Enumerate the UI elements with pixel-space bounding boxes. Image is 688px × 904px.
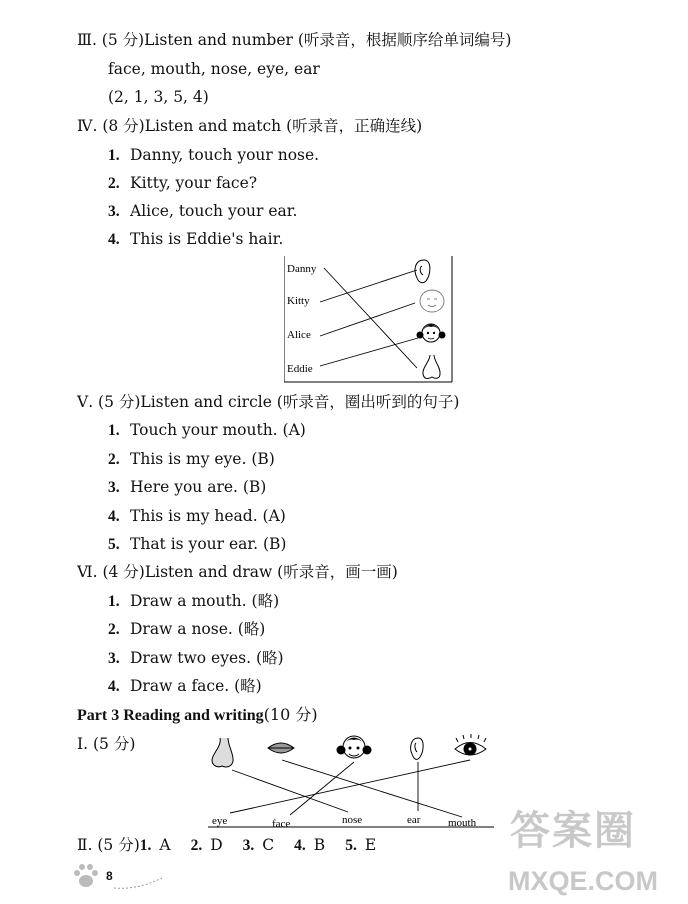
face-icon <box>420 290 444 312</box>
section-3-title: Ⅲ. (5 分)Listen and number (听录音，根据顺序给单词编号) <box>77 31 512 49</box>
footer-dotted-line <box>112 872 164 892</box>
section-4-title: Ⅳ. (8 分)Listen and match (听录音，正确连线) <box>77 117 423 135</box>
word-face: face <box>272 818 291 830</box>
nose-icon <box>212 738 233 767</box>
list-item: 5. That is your ear. (B) <box>108 535 287 553</box>
part-3-q1-label: Ⅰ. (5 分) <box>77 735 136 753</box>
eye-icon <box>455 734 486 755</box>
part-3-q2: Ⅱ. (5 分)1. A 2. D 3. C 4. B 5. E <box>77 836 377 854</box>
girl-icon <box>337 736 372 758</box>
mouth-icon <box>268 743 294 753</box>
word-ear: ear <box>407 814 421 826</box>
paw-print-icon <box>72 862 102 890</box>
name-eddie: Eddie <box>287 363 313 375</box>
section-5-title: Ⅴ. (5 分)Listen and circle (听录音，圈出听到的句子) <box>77 393 460 411</box>
list-item: 4. Draw a face. (略) <box>108 677 262 695</box>
section-3-answer: (2, 1, 3, 5, 4) <box>108 88 209 106</box>
section-3-words: face, mouth, nose, eye, ear <box>108 60 320 78</box>
name-danny: Danny <box>287 263 317 275</box>
match-figure <box>284 256 454 384</box>
list-item: 3. Draw two eyes. (略) <box>108 649 284 667</box>
list-item: 3. Here you are. (B) <box>108 478 267 496</box>
list-item: 2. Draw a nose. (略) <box>108 620 266 638</box>
reading-match-figure <box>208 730 494 830</box>
part-3-heading: Part 3 Reading and writing(10 分) <box>77 705 318 724</box>
list-item: 2. This is my eye. (B) <box>108 450 275 468</box>
watermark-logo: 答案圈 <box>510 809 636 853</box>
list-item: 4. This is Eddie's hair. <box>108 230 284 248</box>
page-number: 8 <box>106 869 113 883</box>
list-item: 2. Kitty, your face? <box>108 174 258 192</box>
nose-icon <box>423 355 440 379</box>
watermark-url: MXQE.COM <box>508 866 659 896</box>
word-eye: eye <box>212 815 228 827</box>
list-item: 1. Draw a mouth. (略) <box>108 592 280 610</box>
name-kitty: Kitty <box>287 295 310 307</box>
list-item: 4. This is my head. (A) <box>108 507 286 525</box>
ear-icon <box>415 260 430 283</box>
list-item: 1. Touch your mouth. (A) <box>108 421 306 439</box>
ear-icon <box>411 738 423 759</box>
section-6-title: Ⅵ. (4 分)Listen and draw (听录音，画一画) <box>77 563 398 581</box>
girl-icon <box>417 324 446 342</box>
word-nose: nose <box>342 814 363 826</box>
match-lines <box>230 760 470 817</box>
list-item: 3. Alice, touch your ear. <box>108 202 298 220</box>
word-mouth: mouth <box>448 817 477 829</box>
list-item: 1. Danny, touch your nose. <box>108 146 320 164</box>
match-lines <box>320 268 418 368</box>
name-alice: Alice <box>287 329 311 341</box>
